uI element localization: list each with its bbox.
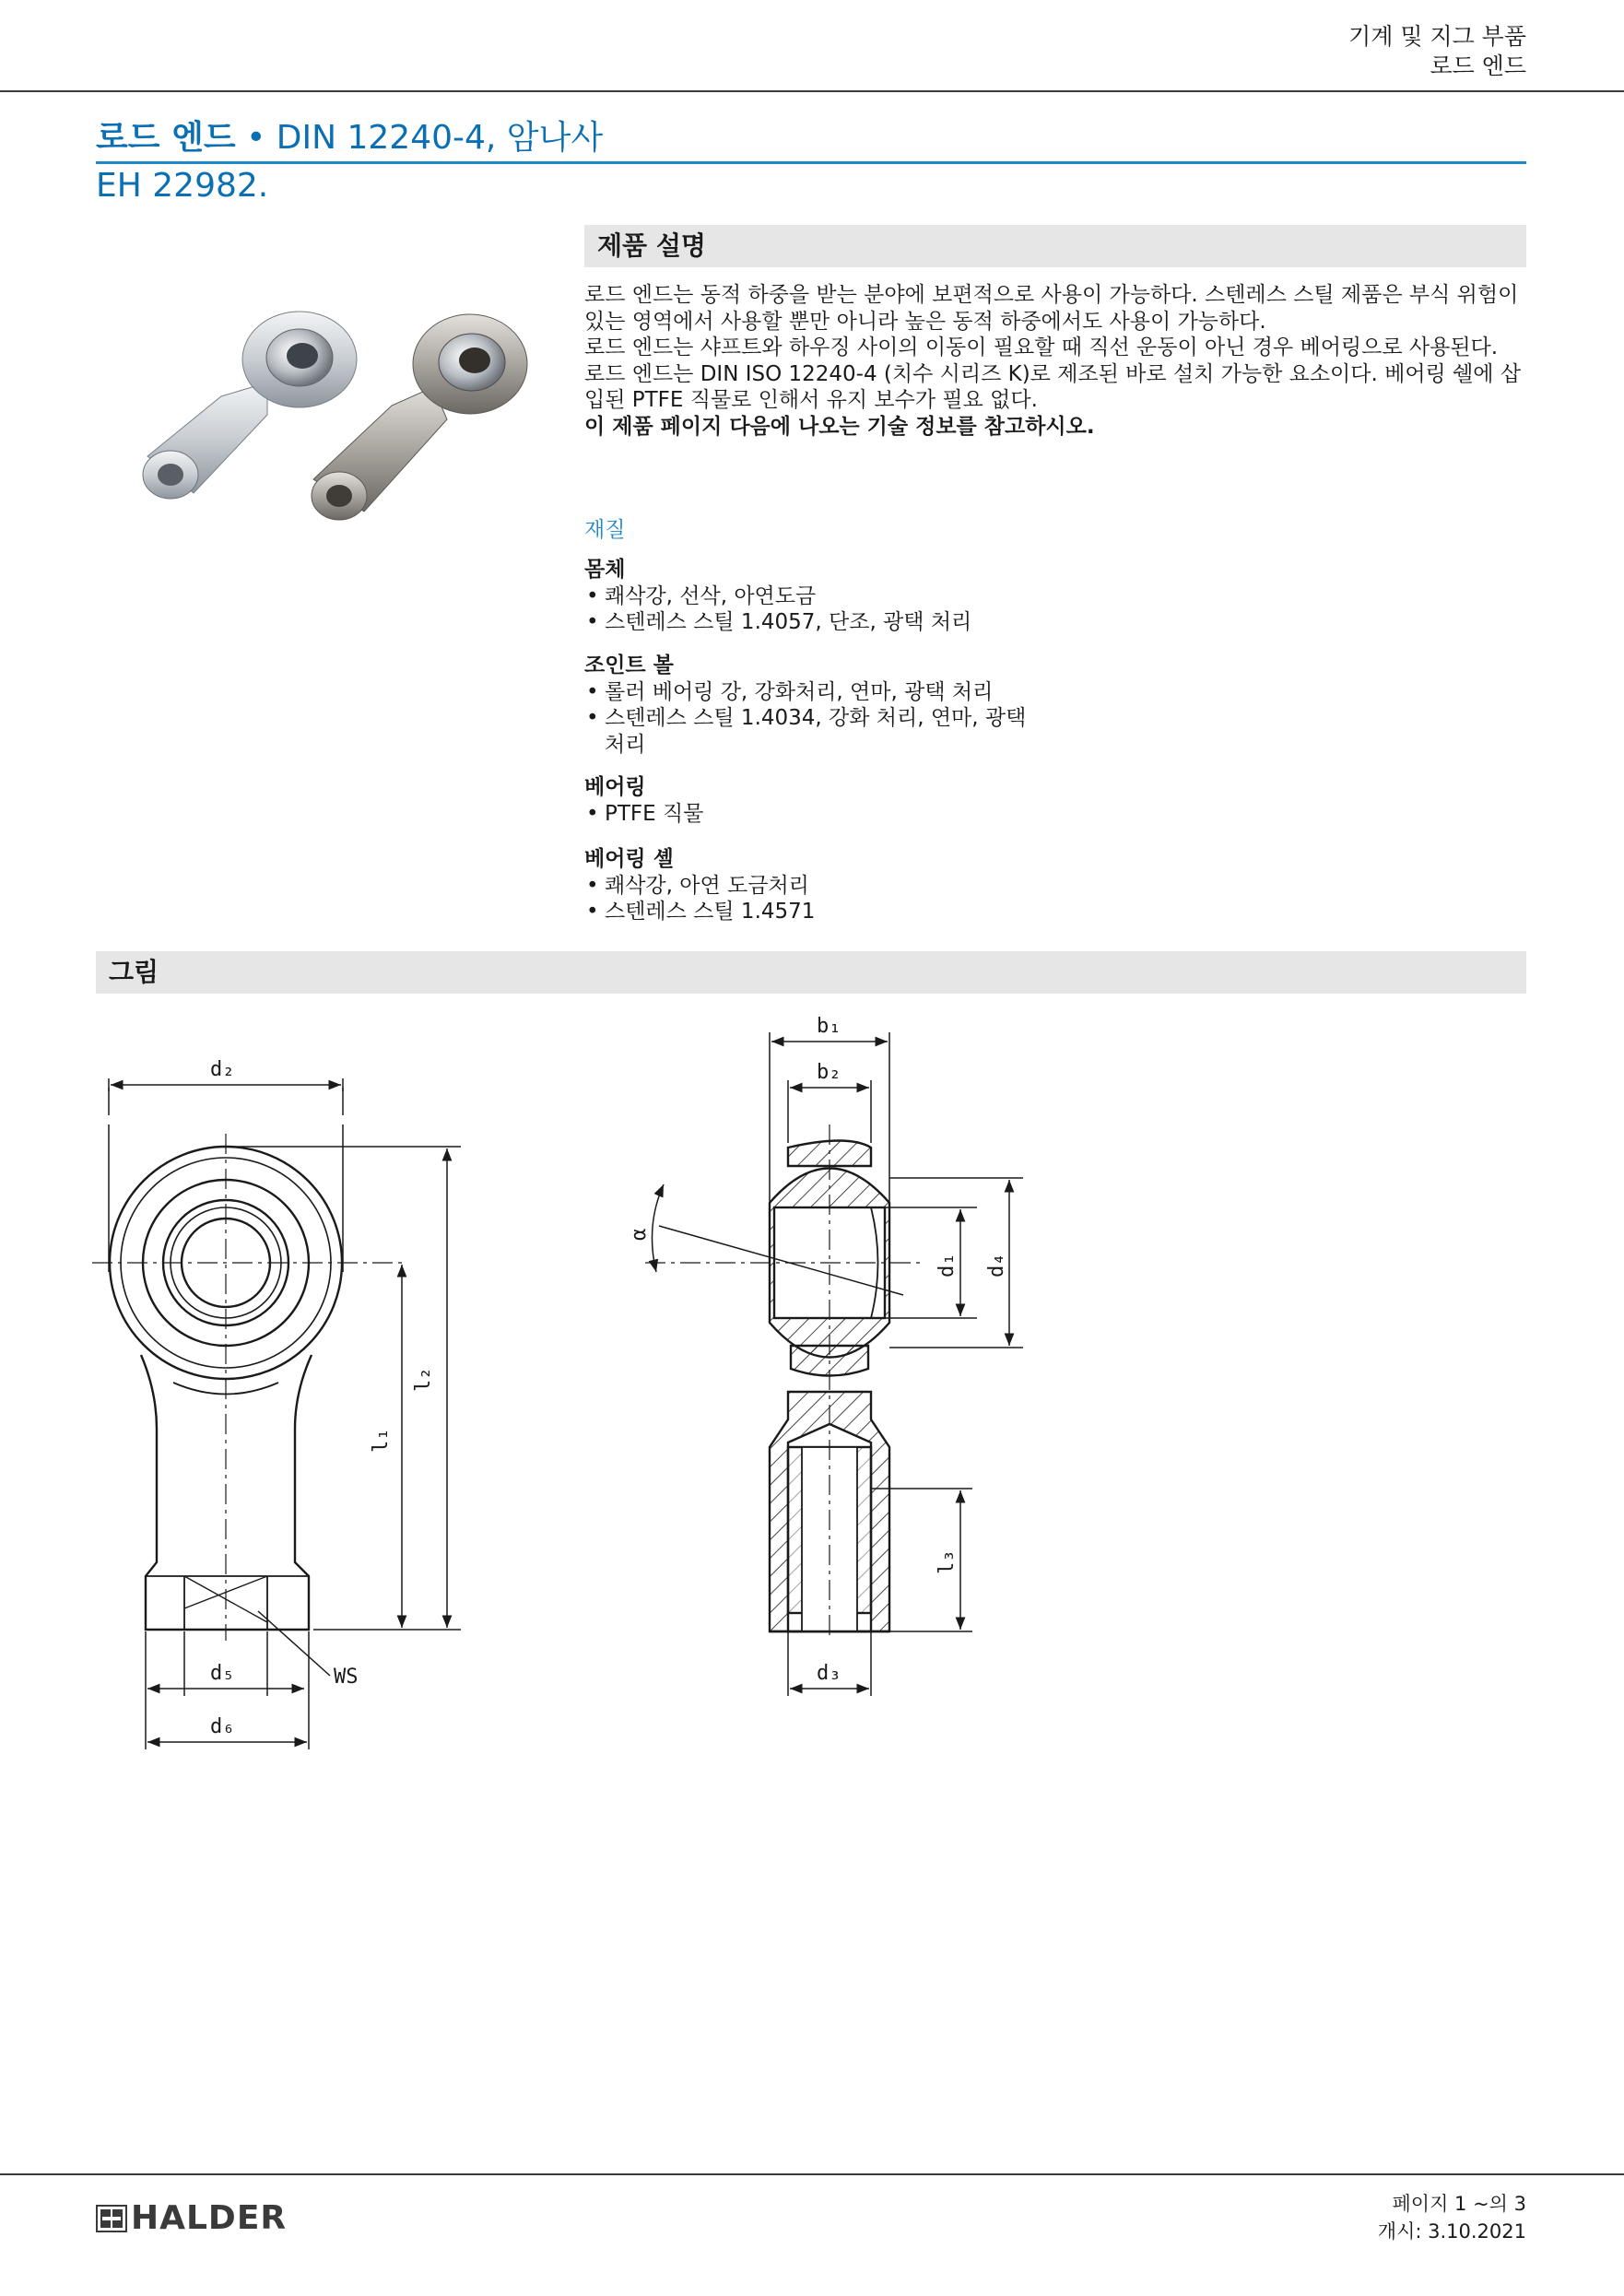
material-group-ball — [584, 653, 1045, 758]
label-b2: b₂ — [817, 1061, 841, 1084]
description-paragraph: 로드 엔드는 동적 하중을 받는 분야에 보편적으로 사용이 가능하다. 스텐레스 스틸 제품은 부식 위험이 있는 영역에서 사용할 뿐만 아니라 높은 동적 하중에서도 사용이 가능하다. — [584, 283, 1519, 334]
material-group-body — [584, 557, 1064, 636]
page-footer — [1378, 2190, 1526, 2245]
material-item: • 롤러 베어링 강, 강화처리, 연마, 광택 처리 — [584, 679, 1045, 706]
title-separator: • — [235, 119, 277, 157]
material-item: • 스텐레스 스틸 1.4034, 강화 처리, 연마, 광택 처리 — [584, 705, 1045, 758]
halder-logo — [96, 2199, 287, 2237]
header-category: 기계 및 지그 부품 — [1348, 23, 1526, 50]
description-paragraph: 로드 엔드는 DIN ISO 12240-4 (치수 시리즈 K)로 제조된 바로 설치 가능한 요소이다. 베어링 쉘에 삽입된 PTFE 직물로 인해서 유지 보수가 필요 없다. — [584, 361, 1522, 412]
publish-date: 개시: 3.10.2021 — [1377, 2220, 1526, 2243]
page-header — [1348, 22, 1526, 81]
description-note: 이 제품 페이지 다음에 나오는 기술 정보를 참고하시오. — [584, 414, 1095, 439]
footer-divider — [0, 2173, 1624, 2175]
material-item: • 쾌삭강, 선삭, 아연도금 — [584, 583, 1064, 610]
material-group-bearing — [584, 774, 1064, 827]
material-item: • PTFE 직물 — [584, 801, 1064, 828]
material-item: • 쾌삭강, 아연 도금처리 — [584, 873, 1064, 900]
material-group-title: 베어링 셸 — [584, 847, 674, 871]
label-d4: d₄ — [985, 1253, 1008, 1278]
front-view — [92, 1134, 406, 1641]
product-photo — [129, 295, 535, 535]
title-main: 로드 엔드 — [96, 119, 236, 157]
label-l3: l₃ — [936, 1549, 959, 1574]
halder-emblem-icon — [96, 2205, 127, 2232]
title-rule — [96, 161, 1526, 164]
material-group-title: 베어링 — [584, 775, 646, 799]
label-d1: d₁ — [936, 1253, 959, 1278]
technical-drawing — [0, 995, 1624, 1770]
description-heading: 제품 설명 — [584, 225, 1526, 267]
label-l1: l₁ — [370, 1428, 393, 1453]
label-alpha: α — [628, 1228, 651, 1241]
material-group-title: 몸체 — [584, 558, 626, 582]
brand-name: HALDER — [131, 2199, 288, 2237]
title-spec: DIN 12240-4, 암나사 — [276, 119, 604, 157]
material-item: • 스텐레스 스틸 1.4571 — [584, 899, 1064, 925]
page-number: 페이지 1 ~의 3 — [1392, 2193, 1526, 2215]
material-group-title: 조인트 볼 — [584, 653, 674, 677]
material-item: • 스텐레스 스틸 1.4057, 단조, 광택 처리 — [584, 609, 1064, 636]
header-divider — [0, 90, 1624, 92]
label-b1: b₁ — [817, 1015, 841, 1038]
label-d5: d₅ — [210, 1662, 235, 1685]
label-ws: WS — [334, 1666, 359, 1689]
product-code: EH 22982. — [96, 167, 269, 205]
label-d3: d₃ — [817, 1662, 841, 1685]
header-subcategory: 로드 엔드 — [1430, 53, 1526, 79]
label-l2: l₂ — [412, 1367, 435, 1392]
material-group-shell — [584, 846, 1064, 925]
page-title — [96, 118, 603, 159]
label-d6: d₆ — [210, 1715, 235, 1738]
drawing-heading: 그림 — [96, 951, 1526, 994]
description-paragraph: 로드 엔드는 샤프트와 하우징 사이의 이동이 필요할 때 직선 운동이 아닌 경우 베어링으로 사용된다. — [584, 336, 1499, 359]
description-body — [584, 282, 1526, 440]
materials-heading: 재질 — [584, 518, 626, 542]
label-d2: d₂ — [210, 1058, 235, 1081]
